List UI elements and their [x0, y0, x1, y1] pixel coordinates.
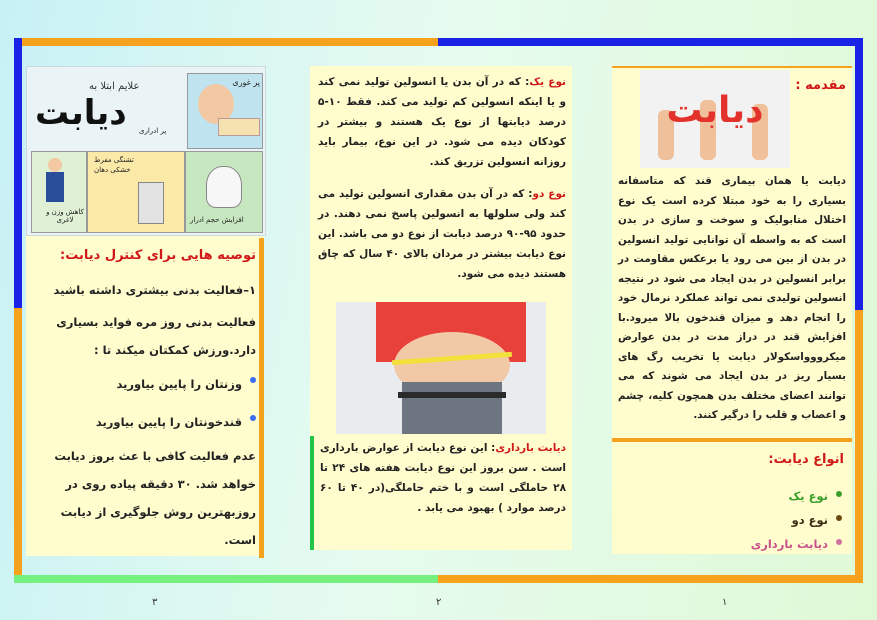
poster-title: علایم ابتلا به [89, 81, 140, 92]
intro-title: مقدمه : [795, 78, 846, 93]
symptom-label-4: کاهش وزن و لاغری [46, 208, 84, 224]
gestational-block [320, 438, 566, 518]
page-number-2: ۲ [436, 597, 442, 608]
weight-loss-illustration [31, 151, 87, 233]
type2-block [318, 184, 566, 284]
tips-title: توصیه هایی برای کنترل دیابت: [60, 248, 256, 263]
type1-block [318, 72, 566, 172]
frame-right-blue [855, 38, 863, 310]
intro-text: دیابت یا همان بیماری قند که متاسفانه بسیاری را به خود مبتلا کرده است یک نوع اختلال متابولیک و سوخت و سازی در بدن است که به واسطه آن توانایی تولید انسولین در بدن از بین می رود یا برعکس مقاومت در برابر انسولین در بدن ایجاد می شود در نتیجه انسولین تولیدی نمی تواند عملکرد نرمال خود را انجام دهد و میزان قندخون بالا میرود.با افزایش قند در دراز مدت در بدن عوارض میکرووواسکولار دیابت یا تخریب رگ های بسیار ریز در بدن ایجاد می شوند که می توانند اعضای مختلف بدن همچون کلیه، چشم و اعصاب و قلب را درگیر کنند. [618, 175, 846, 421]
frame-bottom-orange [438, 575, 863, 583]
type2-title: نوع دو [532, 188, 566, 200]
frame-top-blue [438, 38, 863, 46]
tip-bullets [30, 370, 256, 436]
panel-intro [612, 66, 852, 554]
symptom-label-2: تشنگی مفرط [94, 156, 134, 164]
symptom-label-5: افزایش حجم ادرار [190, 216, 244, 224]
types-divider [612, 438, 852, 442]
type1-text: : که در آن بدن یا انسولین تولید نمی کند و یا اینکه انسولین کم تولید می کند. فقط ۱۰-۵ درصد دیابتها از نوع یک هستند و بیشتر در کودکان دیده می شود. در این نوع، بیمار باید روزانه انسولین تزریق کند. [318, 76, 566, 168]
intro-header-image [640, 70, 790, 168]
gestational-title: دیابت بارداری [495, 442, 567, 454]
frame-left-orange [14, 308, 22, 583]
tip-paragraph: فعالیت بدنی روز مره فواید بسیاری دارد.ورزش کمکتان میکند تا : [56, 315, 256, 357]
types-item-2: نوع دو [751, 508, 842, 532]
symptoms-poster [26, 66, 266, 236]
symptom-label-1: پر ادراری [139, 127, 167, 135]
types-green-border [310, 436, 314, 550]
frame-bottom-green [14, 575, 438, 583]
page-number-1: ۱ [722, 597, 728, 608]
types-item-3: دیابت بارداری [751, 532, 842, 556]
gestational-text: : این نوع دیابت از عوارض بارداری است . سن بروز این نوع دیابت هفته های ۲۴ تا ۲۸ حاملگی است و با ختم حاملگی(در ۴۰ تا ۶۰ درصد موارد ) بهبود می یابد . [320, 442, 566, 514]
tips-orange-border [259, 238, 264, 558]
urination-illustration [185, 151, 263, 233]
intro-top-border [612, 66, 852, 68]
symptom-label-3: خشکی دهان [94, 166, 131, 174]
tip-conclusion: عدم فعالیت کافی با عث بروز دیابت خواهد شد. ۳۰ دقیقه پیاده روی در روزبهترین روش جلوگیری از دیابت است. [54, 449, 256, 547]
types-list [751, 484, 842, 556]
tip-bullet-1: وزنتان را پایین بیاورید [30, 370, 256, 398]
frame-top-orange [14, 38, 438, 46]
type2-text: : که در آن بدن مقداری انسولین تولید می کند ولی سلولها به انسولین پاسخ نمی دهند. در حدود ۹۵-۹۰ درصد دیابت از نوع دو می باشد. این نوع دیابت بیشتر در مردان بالای ۴۰ سال که چاق هستند دیده می شود. [318, 188, 567, 280]
eating-illustration [187, 73, 263, 149]
poster-word: دیابت [35, 93, 127, 133]
panel-tips [26, 66, 264, 556]
tips-section [30, 242, 256, 554]
symptom-label-6: پر غوری [232, 78, 260, 87]
thirst-illustration [87, 151, 185, 233]
panel-types [310, 66, 572, 550]
tip-bullet-2: قندخونتان را پایین بیاورید [30, 408, 256, 436]
page-number-3: ۳ [152, 597, 158, 608]
frame-right-orange [855, 310, 863, 583]
type1-title: نوع یک [529, 76, 566, 88]
frame-left-blue [14, 38, 22, 308]
belly-measure-photo [336, 302, 546, 434]
tip-1: ۱–فعالیت بدنی بیشتری داشته باشید [53, 283, 256, 297]
types-title: انواع دیابت: [768, 452, 844, 467]
header-word: دیابت [666, 90, 764, 131]
types-item-1: نوع یک [751, 484, 842, 508]
